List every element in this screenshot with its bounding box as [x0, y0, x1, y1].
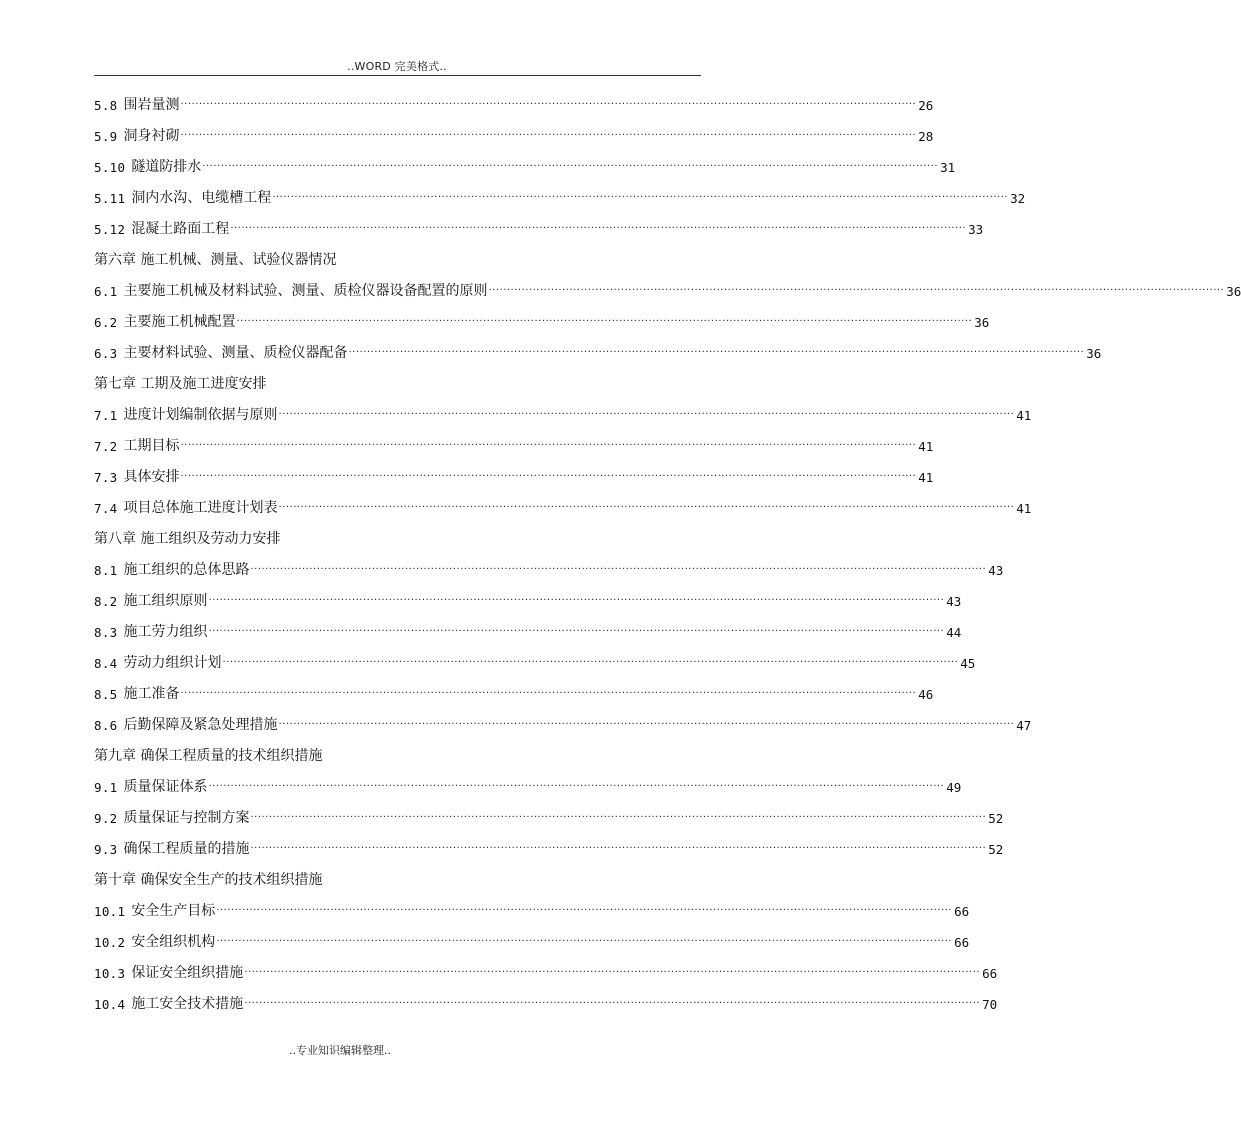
toc-entry	[94, 834, 1004, 865]
page-header: ..WORD 完美格式..	[347, 60, 447, 73]
toc-entry-page: 26	[918, 98, 934, 113]
toc-entry	[94, 214, 984, 245]
toc-entry	[94, 121, 934, 152]
toc-entry	[94, 338, 1102, 369]
toc-entry-page: 66	[954, 904, 970, 919]
toc-entry-number: 5.10	[94, 160, 126, 175]
toc-entry	[94, 679, 934, 710]
toc-dot-leader: ········································································································································································································	[278, 409, 1015, 420]
toc-chapter-heading	[94, 741, 700, 772]
toc-dot-leader: ········································································································································································································	[208, 781, 945, 792]
toc-entry-page: 43	[988, 563, 1004, 578]
toc-entry	[94, 896, 970, 927]
toc-entry-page: 46	[918, 687, 934, 702]
toc-entry-title: 围岩量测	[123, 97, 180, 113]
toc-entry-page: 43	[946, 594, 962, 609]
toc-entry-title: 工期目标	[123, 438, 180, 454]
toc-entry-title: 安全组织机构	[131, 934, 216, 950]
toc-dot-leader: ········································································································································································································	[244, 998, 981, 1009]
toc-chapter-heading	[94, 245, 700, 276]
toc-dot-leader: ········································································································································································································	[236, 316, 973, 327]
toc-entry-page: 36	[1226, 284, 1241, 299]
toc-dot-leader: ········································································································································································································	[180, 99, 917, 110]
toc-dot-leader: ········································································································································································································	[180, 440, 917, 451]
toc-entry-number: 5.9	[94, 129, 118, 144]
toc-entry-page: 47	[1016, 718, 1032, 733]
toc-entry-title: 主要施工机械及材料试验、测量、质检仪器设备配置的原则	[123, 283, 488, 299]
toc-entry-number: 5.12	[94, 222, 126, 237]
toc-entry	[94, 400, 1032, 431]
toc-entry-title: 质量保证与控制方案	[123, 810, 250, 826]
toc-dot-leader: ········································································································································································································	[180, 471, 917, 482]
toc-entry	[94, 617, 962, 648]
toc-chapter-heading	[94, 369, 700, 400]
toc-entry-page: 31	[940, 160, 956, 175]
toc-entry-title: 劳动力组织计划	[123, 655, 222, 671]
toc-entry	[94, 462, 934, 493]
toc-entry-number: 6.2	[94, 315, 118, 330]
toc-entry-number: 10.2	[94, 935, 126, 950]
toc-entry	[94, 90, 934, 121]
toc-dot-leader: ········································································································································································································	[488, 285, 1225, 296]
toc-entry-title: 保证安全组织措施	[131, 965, 244, 981]
toc-entry-number: 7.4	[94, 501, 118, 516]
toc-entry	[94, 586, 962, 617]
toc-entry-page: 41	[918, 470, 934, 485]
toc-entry-title: 主要施工机械配置	[123, 314, 236, 330]
table-of-contents	[94, 90, 1241, 1020]
toc-entry-number: 8.4	[94, 656, 118, 671]
toc-entry-page: 66	[982, 966, 998, 981]
toc-dot-leader: ········································································································································································································	[250, 843, 987, 854]
toc-entry-title: 洞身衬砌	[123, 128, 180, 144]
toc-entry-title: 施工安全技术措施	[131, 996, 244, 1012]
toc-entry	[94, 307, 990, 338]
toc-entry	[94, 493, 1032, 524]
toc-chapter-heading	[94, 865, 700, 896]
toc-chapter-title: 第八章 施工组织及劳动力安排	[94, 531, 281, 547]
toc-entry-title: 施工劳力组织	[123, 624, 208, 640]
header-rule	[94, 75, 701, 76]
toc-entry-number: 9.3	[94, 842, 118, 857]
toc-entry-title: 施工组织的总体思路	[123, 562, 250, 578]
toc-dot-leader: ········································································································································································································	[180, 688, 917, 699]
toc-entry-page: 49	[946, 780, 962, 795]
toc-chapter-title: 第七章 工期及施工进度安排	[94, 376, 267, 392]
toc-entry-number: 8.1	[94, 563, 118, 578]
toc-entry	[94, 152, 956, 183]
toc-dot-leader: ········································································································································································································	[348, 347, 1085, 358]
toc-entry	[94, 276, 1241, 307]
toc-entry	[94, 803, 1004, 834]
toc-entry-number: 8.3	[94, 625, 118, 640]
toc-entry-number: 5.11	[94, 191, 126, 206]
toc-entry-page: 41	[918, 439, 934, 454]
toc-entry-number: 5.8	[94, 98, 118, 113]
toc-entry-title: 施工组织原则	[123, 593, 208, 609]
toc-dot-leader: ········································································································································································································	[180, 130, 917, 141]
toc-entry-title: 项目总体施工进度计划表	[123, 500, 278, 516]
toc-entry-title: 具体安排	[123, 469, 180, 485]
toc-entry-number: 9.2	[94, 811, 118, 826]
toc-entry-page: 70	[982, 997, 998, 1012]
toc-entry-number: 7.1	[94, 408, 118, 423]
toc-dot-leader: ········································································································································································································	[278, 502, 1015, 513]
toc-entry-title: 确保工程质量的措施	[123, 841, 250, 857]
toc-chapter-heading	[94, 524, 700, 555]
toc-entry	[94, 183, 1026, 214]
toc-entry-number: 7.2	[94, 439, 118, 454]
toc-entry-page: 52	[988, 811, 1004, 826]
toc-entry-page: 41	[1016, 408, 1032, 423]
toc-entry-page: 28	[918, 129, 934, 144]
toc-entry-title: 进度计划编制依据与原则	[123, 407, 278, 423]
toc-entry-title: 洞内水沟、电缆槽工程	[131, 190, 272, 206]
toc-entry-page: 41	[1016, 501, 1032, 516]
toc-chapter-title: 第九章 确保工程质量的技术组织措施	[94, 748, 323, 764]
toc-entry-number: 6.3	[94, 346, 118, 361]
toc-entry-page: 32	[1010, 191, 1026, 206]
toc-entry	[94, 927, 970, 958]
toc-entry-title: 质量保证体系	[123, 779, 208, 795]
toc-entry-page: 45	[960, 656, 976, 671]
toc-dot-leader: ········································································································································································································	[278, 719, 1015, 730]
toc-entry-page: 66	[954, 935, 970, 950]
toc-entry-number: 8.2	[94, 594, 118, 609]
toc-dot-leader: ········································································································································································································	[272, 192, 1009, 203]
toc-entry-title: 施工准备	[123, 686, 180, 702]
toc-entry-number: 8.5	[94, 687, 118, 702]
toc-entry-title: 安全生产目标	[131, 903, 216, 919]
toc-entry-page: 44	[946, 625, 962, 640]
toc-entry-title: 隧道防排水	[131, 159, 202, 175]
toc-chapter-title: 第六章 施工机械、测量、试验仪器情况	[94, 252, 337, 268]
toc-dot-leader: ········································································································································································································	[244, 967, 981, 978]
toc-entry	[94, 648, 976, 679]
toc-entry	[94, 958, 998, 989]
toc-dot-leader: ········································································································································································································	[202, 161, 939, 172]
toc-dot-leader: ········································································································································································································	[208, 626, 945, 637]
toc-entry-page: 36	[974, 315, 990, 330]
toc-entry-number: 9.1	[94, 780, 118, 795]
toc-entry	[94, 710, 1032, 741]
toc-dot-leader: ········································································································································································································	[216, 905, 953, 916]
toc-entry-page: 52	[988, 842, 1004, 857]
toc-entry	[94, 772, 962, 803]
page-footer: ..专业知识编辑整理..	[289, 1044, 391, 1057]
toc-entry-number: 10.4	[94, 997, 126, 1012]
toc-dot-leader: ········································································································································································································	[216, 936, 953, 947]
toc-dot-leader: ········································································································································································································	[222, 657, 959, 668]
toc-entry	[94, 989, 998, 1020]
toc-entry-page: 36	[1086, 346, 1102, 361]
toc-entry-number: 8.6	[94, 718, 118, 733]
toc-entry-page: 33	[968, 222, 984, 237]
toc-dot-leader: ········································································································································································································	[230, 223, 967, 234]
toc-entry-title: 主要材料试验、测量、质检仪器配备	[123, 345, 348, 361]
toc-entry-number: 10.1	[94, 904, 126, 919]
toc-entry	[94, 431, 934, 462]
toc-entry-number: 7.3	[94, 470, 118, 485]
toc-entry-number: 6.1	[94, 284, 118, 299]
toc-entry-title: 混凝土路面工程	[131, 221, 230, 237]
toc-entry	[94, 555, 1004, 586]
toc-dot-leader: ········································································································································································································	[250, 564, 987, 575]
toc-chapter-title: 第十章 确保安全生产的技术组织措施	[94, 872, 323, 888]
toc-dot-leader: ········································································································································································································	[208, 595, 945, 606]
toc-entry-title: 后勤保障及紧急处理措施	[123, 717, 278, 733]
toc-entry-number: 10.3	[94, 966, 126, 981]
toc-dot-leader: ········································································································································································································	[250, 812, 987, 823]
